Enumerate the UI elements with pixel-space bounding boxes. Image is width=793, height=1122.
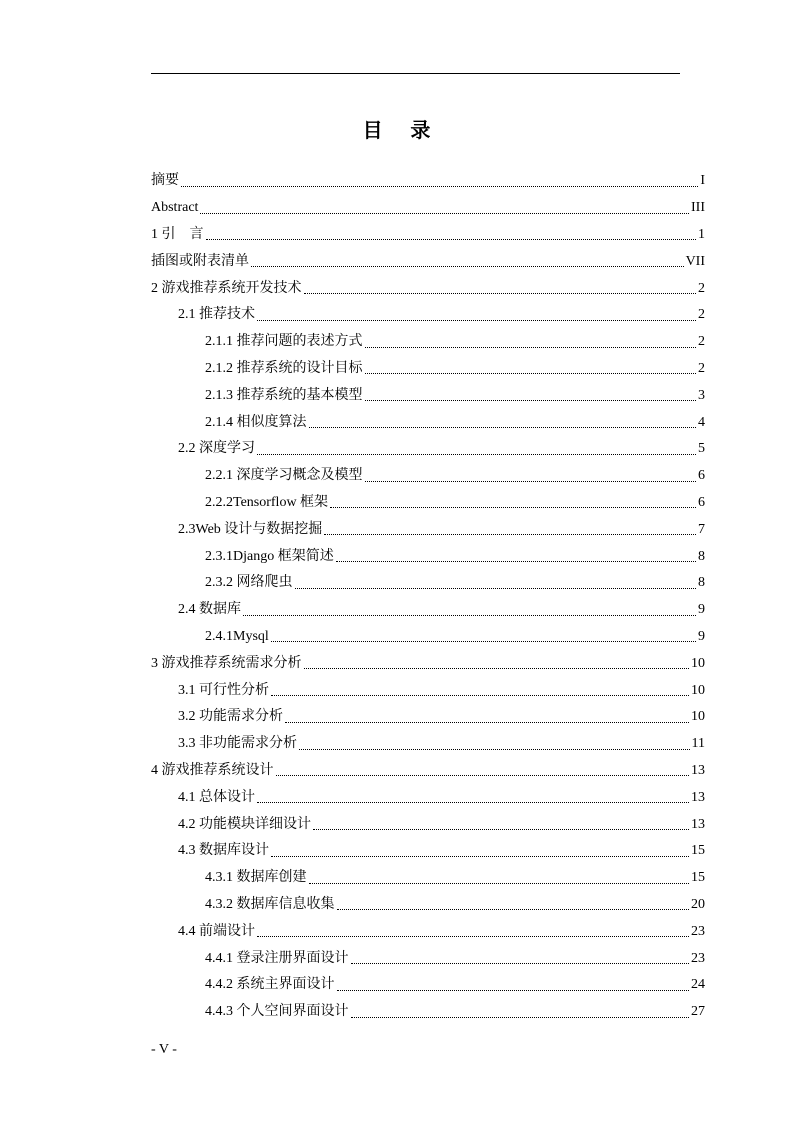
toc-dot-leader <box>330 507 696 508</box>
toc-dot-leader <box>309 427 697 428</box>
toc-entry[interactable] <box>151 731 705 758</box>
toc-entry-page-number: 23 <box>691 923 705 939</box>
toc-entry[interactable] <box>151 516 705 543</box>
toc-dot-leader <box>304 668 690 669</box>
toc-dot-leader <box>271 695 689 696</box>
toc-dot-leader <box>181 186 698 187</box>
toc-entry-page-number: 8 <box>698 548 705 564</box>
toc-entry[interactable] <box>151 945 705 972</box>
page-title: 目 录 <box>362 118 431 142</box>
toc-entry-label: 4.4.2 系统主界面设计 <box>205 977 335 993</box>
toc-entry[interactable] <box>151 758 705 785</box>
toc-entry-label: 4.2 功能模块详细设计 <box>178 816 311 832</box>
toc-entry-label: 4.4.1 登录注册界面设计 <box>205 950 349 966</box>
toc-entry[interactable] <box>151 222 705 249</box>
toc-entry-page-number: VII <box>685 253 705 269</box>
toc-entry-label: 2.2 深度学习 <box>178 441 255 457</box>
toc-entry-page-number: 6 <box>698 494 705 510</box>
toc-entry-label: 2.2.1 深度学习概念及模型 <box>205 468 363 484</box>
toc-entry-page-number: 13 <box>691 816 705 832</box>
toc-entry[interactable] <box>151 597 705 624</box>
toc-entry[interactable] <box>151 704 705 731</box>
toc-entry-label: 4.3 数据库设计 <box>178 843 269 859</box>
toc-entry-page-number: 3 <box>698 387 705 403</box>
toc-entry-page-number: 2 <box>698 334 705 350</box>
toc-entry-page-number: 9 <box>698 628 705 644</box>
toc-entry-label: 3 游戏推荐系统需求分析 <box>151 655 302 671</box>
toc-dot-leader <box>271 641 696 642</box>
toc-entry-label: 2.1.1 推荐问题的表述方式 <box>205 334 363 350</box>
toc-entry-label: 3.3 非功能需求分析 <box>178 736 297 752</box>
toc-dot-leader <box>257 936 689 937</box>
toc-entry-label: 3.2 功能需求分析 <box>178 709 283 725</box>
toc-entry[interactable] <box>151 275 705 302</box>
table-of-contents <box>151 168 705 1026</box>
toc-dot-leader <box>276 775 690 776</box>
toc-dot-leader <box>337 909 690 910</box>
toc-dot-leader <box>257 454 696 455</box>
toc-entry-page-number: 15 <box>691 843 705 859</box>
toc-dot-leader <box>285 722 689 723</box>
toc-dot-leader <box>243 615 696 616</box>
toc-dot-leader <box>365 373 697 374</box>
toc-entry-page-number: 5 <box>698 441 705 457</box>
toc-entry-page-number: 7 <box>698 521 705 537</box>
toc-entry[interactable] <box>151 838 705 865</box>
toc-entry-page-number: 11 <box>691 736 705 752</box>
toc-entry[interactable] <box>151 195 705 222</box>
toc-dot-leader <box>365 400 697 401</box>
toc-dot-leader <box>257 802 689 803</box>
toc-entry[interactable] <box>151 972 705 999</box>
footer-page-number: - V - <box>151 1042 177 1057</box>
toc-entry-page-number: 9 <box>698 602 705 618</box>
toc-entry-page-number: 15 <box>691 870 705 886</box>
toc-dot-leader <box>365 481 697 482</box>
toc-entry-label: 4.3.2 数据库信息收集 <box>205 896 335 912</box>
toc-dot-leader <box>365 347 697 348</box>
toc-entry[interactable] <box>151 463 705 490</box>
toc-entry-page-number: 24 <box>691 977 705 993</box>
toc-entry-page-number: 1 <box>698 226 705 242</box>
toc-entry-page-number: 10 <box>691 655 705 671</box>
toc-entry-page-number: 6 <box>698 468 705 484</box>
toc-entry-page-number: 2 <box>698 307 705 323</box>
toc-entry-page-number: 13 <box>691 789 705 805</box>
toc-entry-label: 4 游戏推荐系统设计 <box>151 762 274 778</box>
toc-entry[interactable] <box>151 865 705 892</box>
toc-dot-leader <box>200 213 689 214</box>
toc-entry-label: 4.3.1 数据库创建 <box>205 870 307 886</box>
toc-entry-label: 2.3Web 设计与数据挖掘 <box>178 521 323 537</box>
toc-entry[interactable] <box>151 570 705 597</box>
toc-dot-leader <box>295 588 697 589</box>
header-rule <box>151 73 680 74</box>
toc-dot-leader <box>351 1017 690 1018</box>
toc-entry-page-number: I <box>700 173 705 189</box>
toc-entry[interactable] <box>151 168 705 195</box>
toc-entry-label: 2.1.3 推荐系统的基本模型 <box>205 387 363 403</box>
toc-entry[interactable] <box>151 677 705 704</box>
toc-entry[interactable] <box>151 918 705 945</box>
toc-entry[interactable] <box>151 409 705 436</box>
toc-entry-page-number: III <box>691 200 705 216</box>
toc-entry-label: 摘要 <box>151 173 179 189</box>
toc-entry[interactable] <box>151 248 705 275</box>
toc-entry[interactable] <box>151 490 705 517</box>
toc-entry[interactable] <box>151 543 705 570</box>
toc-entry-label: 4.1 总体设计 <box>178 789 255 805</box>
toc-entry-label: 2 游戏推荐系统开发技术 <box>151 280 302 296</box>
toc-entry[interactable] <box>151 999 705 1026</box>
toc-entry-page-number: 13 <box>691 762 705 778</box>
toc-entry[interactable] <box>151 650 705 677</box>
toc-entry-label: 4.4 前端设计 <box>178 923 255 939</box>
toc-entry[interactable] <box>151 356 705 383</box>
toc-entry-label: 插图或附表清单 <box>151 253 249 269</box>
toc-entry-label: 2.4.1Mysql <box>205 628 269 644</box>
toc-entry-page-number: 10 <box>691 682 705 698</box>
toc-dot-leader <box>351 963 690 964</box>
toc-entry-page-number: 23 <box>691 950 705 966</box>
toc-dot-leader <box>299 749 690 750</box>
toc-entry-label: 2.2.2Tensorflow 框架 <box>205 494 329 510</box>
toc-entry-label: 2.4 数据库 <box>178 602 241 618</box>
toc-entry-label: 2.1.2 推荐系统的设计目标 <box>205 360 363 376</box>
toc-entry-page-number: 2 <box>698 360 705 376</box>
toc-dot-leader <box>257 320 696 321</box>
toc-entry-label: 2.1 推荐技术 <box>178 307 255 323</box>
toc-entry[interactable] <box>151 436 705 463</box>
toc-dot-leader <box>251 266 684 267</box>
toc-entry[interactable] <box>151 382 705 409</box>
toc-entry[interactable] <box>151 624 705 651</box>
toc-dot-leader <box>206 239 697 240</box>
toc-entry-page-number: 2 <box>698 280 705 296</box>
toc-entry[interactable] <box>151 811 705 838</box>
toc-dot-leader <box>324 534 696 535</box>
toc-entry-label: 1 引 言 <box>151 226 204 242</box>
toc-entry-label: 2.3.2 网络爬虫 <box>205 575 293 591</box>
toc-entry[interactable] <box>151 784 705 811</box>
toc-dot-leader <box>271 856 689 857</box>
toc-entry-label: Abstract <box>151 200 199 216</box>
toc-dot-leader <box>336 561 696 562</box>
toc-entry-label: 3.1 可行性分析 <box>178 682 269 698</box>
toc-dot-leader <box>304 293 697 294</box>
toc-entry[interactable] <box>151 892 705 919</box>
toc-entry-label: 4.4.3 个人空间界面设计 <box>205 1004 349 1020</box>
toc-entry-page-number: 10 <box>691 709 705 725</box>
toc-entry[interactable] <box>151 329 705 356</box>
toc-dot-leader <box>337 990 690 991</box>
toc-dot-leader <box>309 883 690 884</box>
toc-entry-label: 2.3.1Django 框架简述 <box>205 548 334 564</box>
toc-dot-leader <box>313 829 689 830</box>
toc-entry-page-number: 20 <box>691 896 705 912</box>
toc-entry[interactable] <box>151 302 705 329</box>
toc-entry-page-number: 8 <box>698 575 705 591</box>
toc-entry-label: 2.1.4 相似度算法 <box>205 414 307 430</box>
toc-entry-page-number: 4 <box>698 414 705 430</box>
toc-entry-page-number: 27 <box>691 1004 705 1020</box>
